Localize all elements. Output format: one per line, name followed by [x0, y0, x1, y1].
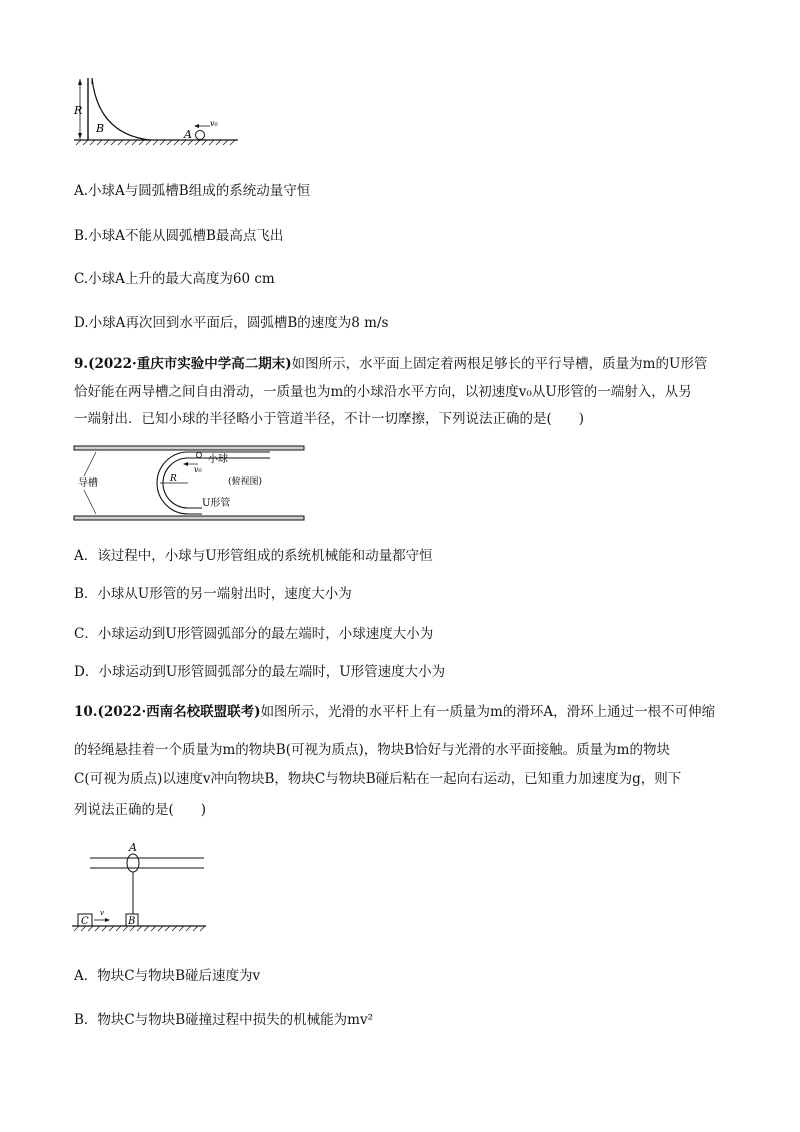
q10-text1: 如图所示，光滑的水平杆上有一质量为m的滑环A，滑环上通过一根不可伸缩 — [260, 704, 716, 720]
q8-option-d: D.小球A再次回到水平面后，圆弧槽B的速度为8 m/s — [74, 315, 389, 331]
label-v: v — [100, 909, 104, 917]
label-v0: v₀ — [194, 465, 202, 474]
q10-option-b: B．物块C与物块B碰撞过程中损失的机械能为mv² — [74, 1012, 374, 1028]
label-groove: 导槽 — [78, 478, 98, 489]
q9-option-c: C．小球运动到U形管圆弧部分的最左端时，小球速度大小为 — [74, 626, 434, 642]
q9-source: (2022·重庆市实验中学高二期末) — [88, 356, 292, 372]
figure-arc-groove — [70, 74, 250, 154]
q10-stem-line4: 列说法正确的是( ) — [74, 802, 207, 818]
q10-stem-line3: C(可视为质点)以速度v冲向物块B，物块C与物块B碰后粘在一起向右运动，已知重力加速度为g，则下 — [74, 771, 682, 787]
q9-option-a: A．该过程中，小球与U形管组成的系统机械能和动量都守恒 — [74, 548, 433, 564]
q10-stem-line2: 的轻绳悬挂着一个质量为m的物块B(可视为质点)，物块B恰好与光滑的水平面接触。质量为m的物块 — [74, 742, 670, 758]
q10-number: 10. — [74, 704, 98, 720]
figure-u-tube — [70, 440, 310, 530]
figure-ring-blocks — [70, 836, 220, 940]
label-view: (俯视图) — [228, 477, 263, 487]
q9-stem-line1 — [74, 354, 707, 374]
label-C: C — [81, 916, 89, 927]
q8-option-a: A.小球A与圆弧槽B组成的系统动量守恒 — [74, 183, 311, 199]
label-A: A — [184, 128, 192, 141]
label-A: A — [129, 841, 137, 854]
label-B: B — [96, 122, 105, 135]
q9-option-b: B．小球从U形管的另一端射出时，速度大小为 — [74, 586, 352, 602]
label-tube: U形管 — [202, 498, 231, 509]
q10-option-a: A．物块C与物块B碰后速度为v — [74, 968, 261, 984]
q9-stem-line2: 恰好能在两导槽之间自由滑动，一质量也为m的小球沿水平方向，以初速度v₀从U形管的一端射入，从另 — [74, 384, 692, 400]
q9-option-d: D．小球运动到U形管圆弧部分的最左端时，U形管速度大小为 — [74, 664, 446, 680]
q9-text1: 如图所示，水平面上固定着两根足够长的平行导槽，质量为m的U形管 — [291, 356, 708, 372]
q8-option-b: B.小球A不能从圆弧槽B最高点飞出 — [74, 228, 284, 244]
q9-stem-line3: 一端射出．已知小球的半径略小于管道半径，不计一切摩擦，下列说法正确的是( ) — [74, 411, 585, 427]
label-ball: 小球 — [208, 454, 228, 465]
q9-number: 9. — [74, 356, 89, 372]
label-B: B — [128, 916, 136, 927]
label-R: R — [74, 104, 83, 117]
label-v0: v₀ — [210, 119, 218, 128]
q8-option-c: C.小球A上升的最大高度为60 cm — [74, 271, 275, 287]
label-R: R — [170, 474, 177, 484]
q10-stem-line1 — [74, 702, 715, 722]
q10-source: (2022·西南名校联盟联考) — [97, 704, 261, 720]
